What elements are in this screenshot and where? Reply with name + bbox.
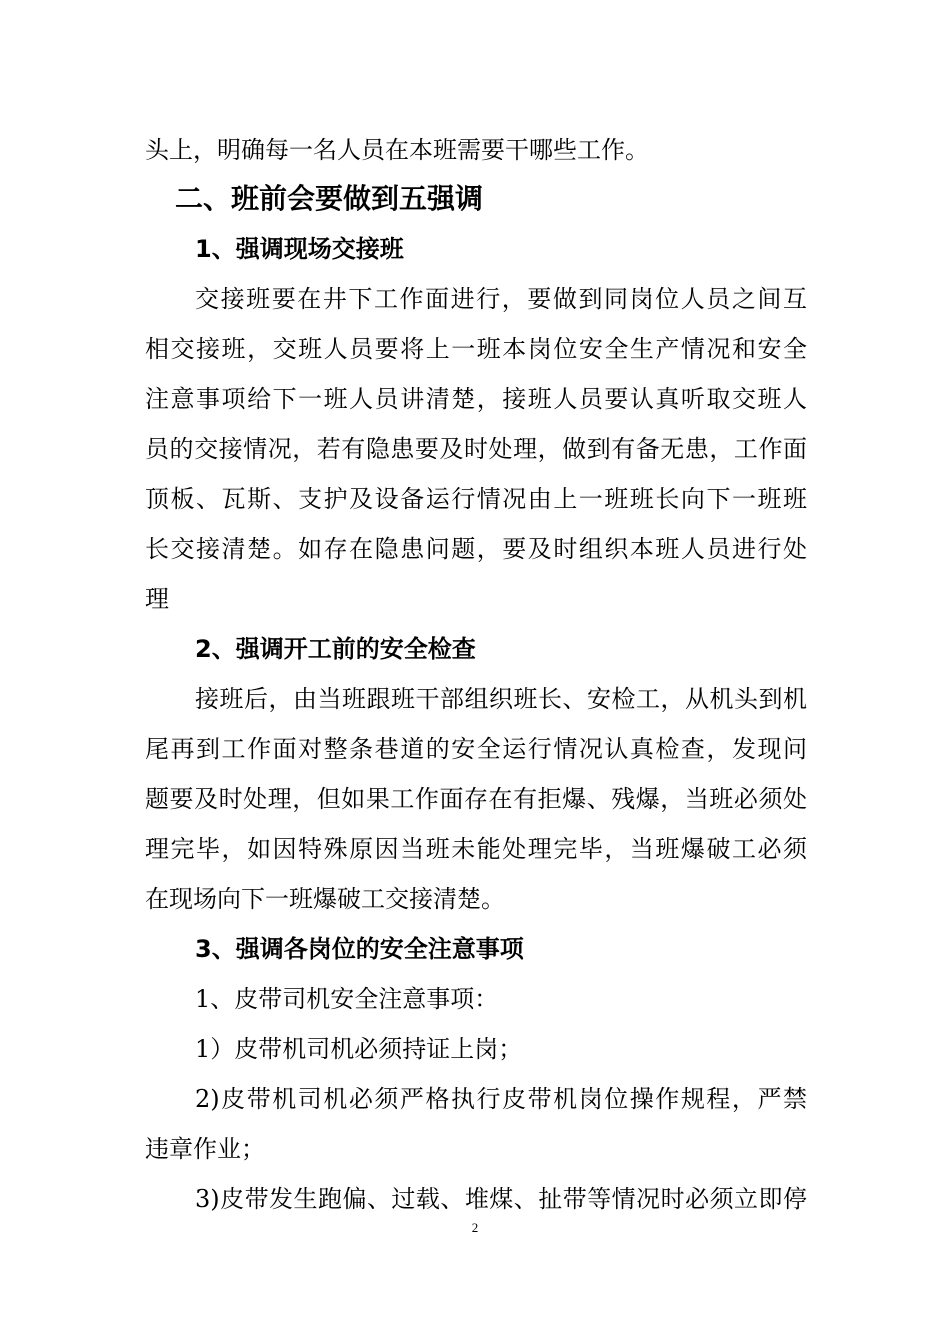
section-heading: 二、班前会要做到五强调 [175, 182, 484, 215]
list-item: 1、皮带司机安全注意事项： [195, 985, 499, 1013]
subsection-heading: 1、强调现场交接班 [195, 235, 404, 263]
text-line: 理完毕，如因特殊原因当班未能处理完毕，当班爆破工必须 [145, 835, 807, 863]
text-line: 相交接班，交班人员要将上一班本岗位安全生产情况和安全 [145, 335, 807, 363]
text-line: 理 [145, 585, 169, 613]
list-item: 3)皮带发生跑偏、过载、堆煤、扯带等情况时必须立即停 [195, 1185, 807, 1213]
text-line: 长交接清楚。如存在隐患问题，要及时组织本班人员进行处 [145, 535, 807, 563]
list-item: 2)皮带机司机必须严格执行皮带机岗位操作规程，严禁 [195, 1085, 807, 1113]
text-line: 注意事项给下一班人员讲清楚，接班人员要认真听取交班人 [145, 385, 807, 413]
text-line: 交接班要在井下工作面进行，要做到同岗位人员之间互 [195, 285, 807, 313]
text-line: 员的交接情况，若有隐患要及时处理，做到有备无患，工作面 [145, 435, 807, 463]
text-line: 接班后，由当班跟班干部组织班长、安检工，从机头到机 [195, 685, 807, 713]
subsection-heading: 2、强调开工前的安全检查 [195, 635, 476, 663]
text-line: 顶板、瓦斯、支护及设备运行情况由上一班班长向下一班班 [145, 485, 807, 513]
text-line: 在现场向下一班爆破工交接清楚。 [145, 885, 505, 913]
text-line: 尾再到工作面对整条巷道的安全运行情况认真检查，发现问 [145, 735, 807, 763]
page-number: 2 [471, 1220, 479, 1235]
text-line: 题要及时处理，但如果工作面存在有拒爆、残爆，当班必须处 [145, 785, 807, 813]
list-item: 1）皮带机司机必须持证上岗； [195, 1035, 523, 1063]
subsection-heading: 3、强调各岗位的安全注意事项 [195, 935, 524, 963]
text-line: 头上，明确每一名人员在本班需要干哪些工作。 [145, 136, 649, 164]
text-line: 违章作业； [145, 1135, 265, 1163]
